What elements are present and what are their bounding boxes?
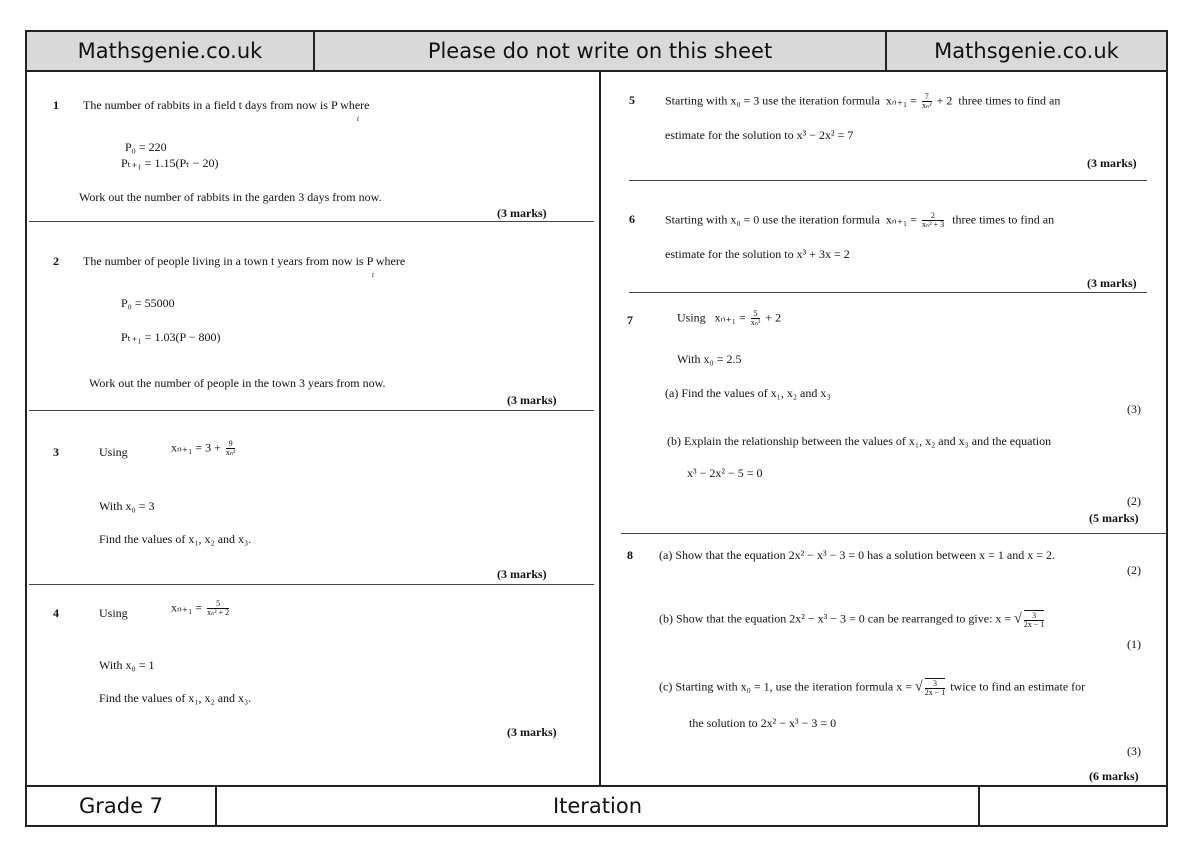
q6-frac-den: xₙ² + 3: [922, 220, 945, 229]
q8-part-c-marks: (3): [1127, 744, 1141, 758]
q3-frac-den: xₙ²: [225, 448, 236, 457]
q6-divider: [629, 292, 1147, 293]
q8-c-sqrt-sign: √: [915, 679, 923, 695]
q1-divider: [29, 221, 594, 222]
q1-sub: t: [357, 115, 359, 123]
q4-marks: (3 marks): [507, 725, 557, 739]
q7-part-b-eq: x³ − 2x² − 5 = 0: [687, 466, 763, 480]
footer-grade: Grade 7: [27, 787, 217, 825]
q3-fraction: [226, 440, 236, 457]
q4-frac-den: xₙ² + 2: [207, 608, 230, 617]
q4-using: Using: [99, 606, 128, 620]
q7-part-b: (b) Explain the relationship between the values of x₁, x₂ and x₃ and the equation: [667, 434, 1052, 448]
q8-part-c-text: (c) Starting with x₀ = 1, use the iteration formula x =: [659, 679, 912, 694]
q7-formula-rhs: + 2: [765, 310, 782, 325]
q7-divider: [621, 533, 1166, 534]
q4-frac-num: 5: [207, 600, 229, 609]
q8-part-a: (a) Show that the equation 2x² − x³ − 3 = 0 has a solution between x = 1 and x = 2.: [659, 548, 1055, 562]
q1-intro: The number of rabbits in a field t days from now is P where: [83, 98, 370, 112]
q5-marks: (3 marks): [1087, 156, 1137, 170]
q8-part-c: [659, 678, 1085, 697]
q4-formula-lhs: xₙ₊₁ =: [171, 600, 203, 615]
q2-intro: The number of people living in a town t years from now is P where: [83, 254, 406, 268]
q3-using: Using: [99, 445, 128, 459]
q8-c-num: 3: [925, 680, 946, 689]
q8-b-sqrt-sign: √: [1014, 611, 1022, 627]
q1-marks: (3 marks): [497, 206, 547, 220]
q5-formula-rhs: + 2: [936, 93, 953, 108]
q7-marks: (5 marks): [1089, 511, 1139, 525]
header-right: Mathsgenie.co.uk: [934, 39, 1119, 63]
q8-part-c-after: twice to find an estimate for: [950, 679, 1086, 694]
q8-part-b: [659, 610, 1046, 629]
q4-formula: [171, 600, 231, 617]
q1-task: Work out the number of rabbits in the garden 3 days from now.: [79, 190, 382, 204]
q8-b-num: 3: [1024, 612, 1045, 621]
q4-number: 4: [53, 606, 59, 620]
q6-number: 6: [629, 212, 635, 226]
column-divider: [599, 72, 601, 789]
q4-with: With x₀ = 1: [99, 658, 155, 672]
q3-formula-lhs: xₙ₊₁ = 3 +: [171, 440, 221, 455]
q4-task: Find the values of x₁, x₂ and x₃.: [99, 691, 252, 705]
q8-part-c-line2: the solution to 2x² − x³ − 3 = 0: [689, 716, 837, 730]
q2-marks: (3 marks): [507, 393, 557, 407]
q3-frac-num: 9: [226, 440, 236, 449]
q2-eq1: P₀ = 55000: [121, 296, 175, 310]
q6-marks: (3 marks): [1087, 276, 1137, 290]
q7-fraction: [751, 310, 761, 327]
q7-with: With x₀ = 2.5: [677, 352, 742, 366]
q7-part-b-marks: (2): [1127, 494, 1141, 508]
q6-line2: estimate for the solution to x³ + 3x = 2: [665, 247, 850, 261]
q7-number: 7: [627, 313, 633, 327]
q7-frac-den: xₙ²: [750, 318, 761, 327]
footer-blank-cell: [980, 787, 1166, 825]
q5-line1b: three times to find an: [958, 93, 1061, 108]
q8-b-den: 2x − 1: [1023, 620, 1045, 629]
q5-line2: estimate for the solution to x³ − 2x² = 7: [665, 128, 854, 142]
q5-line1a: Starting with x₀ = 3 use the iteration formula: [665, 93, 880, 108]
worksheet-frame: [25, 30, 1168, 827]
q7-using: Using: [677, 310, 706, 325]
q8-c-fraction: [925, 678, 946, 697]
q3-with: With x₀ = 3: [99, 499, 155, 513]
q1-eq1: P₀ = 220: [125, 140, 167, 154]
q6-line1a: Starting with x₀ = 0 use the iteration formula: [665, 212, 880, 227]
q4-fraction: [207, 600, 229, 617]
q6-line1b: three times to find an: [952, 212, 1055, 227]
q2-eq2: Pₜ₊₁ = 1.03(P − 800): [121, 330, 221, 344]
q3-formula: [171, 440, 237, 457]
q8-number: 8: [627, 548, 633, 562]
q6-formula-lhs: xₙ₊₁ =: [885, 212, 917, 227]
q2-sub: t: [372, 271, 374, 279]
q7-frac-num: 5: [751, 310, 761, 319]
q8-marks: (6 marks): [1089, 769, 1139, 783]
q2-number: 2: [53, 254, 59, 268]
q3-number: 3: [53, 445, 59, 459]
q5-frac-num: 7: [922, 93, 932, 102]
q8-b-fraction: [1024, 610, 1045, 629]
q3-divider: [29, 584, 594, 585]
q7-formula-lhs: xₙ₊₁ =: [714, 310, 746, 325]
q1-number: 1: [53, 98, 59, 112]
q1-eq2: Pₜ₊₁ = 1.15(Pₜ − 20): [121, 156, 219, 170]
header-left: Mathsgenie.co.uk: [27, 32, 315, 70]
q2-divider: [29, 410, 594, 411]
q8-part-b-marks: (1): [1127, 637, 1141, 651]
q5-frac-den: xₙ²: [922, 101, 932, 110]
q6-frac-num: 2: [922, 212, 944, 221]
q8-part-b-text: (b) Show that the equation 2x² − x³ − 3 = 0 can be rearranged to give: x =: [659, 611, 1012, 626]
q5-formula-lhs: xₙ₊₁ =: [885, 93, 917, 108]
q5-fraction: [922, 93, 932, 110]
q3-marks: (3 marks): [497, 567, 547, 581]
q5-line1: [665, 93, 1060, 110]
q7-part-a: (a) Find the values of x₁, x₂ and x₃: [665, 386, 831, 400]
q5-divider: [629, 180, 1147, 181]
q6-fraction: [922, 212, 944, 229]
header-center: Please do not write on this sheet: [315, 32, 887, 70]
q8-part-a-marks: (2): [1127, 563, 1141, 577]
footer-bar: [27, 785, 1166, 825]
q3-task: Find the values of x₁, x₂ and x₃.: [99, 532, 252, 546]
header-bar: [27, 32, 1166, 72]
q7-part-a-marks: (3): [1127, 402, 1141, 416]
q2-task: Work out the number of people in the town 3 years from now.: [89, 376, 386, 390]
q6-line1: [665, 212, 1054, 229]
q5-number: 5: [629, 93, 635, 107]
q8-c-den: 2x − 1: [924, 688, 946, 697]
q7-using-line: [677, 310, 781, 327]
footer-topic: Iteration: [217, 787, 980, 825]
